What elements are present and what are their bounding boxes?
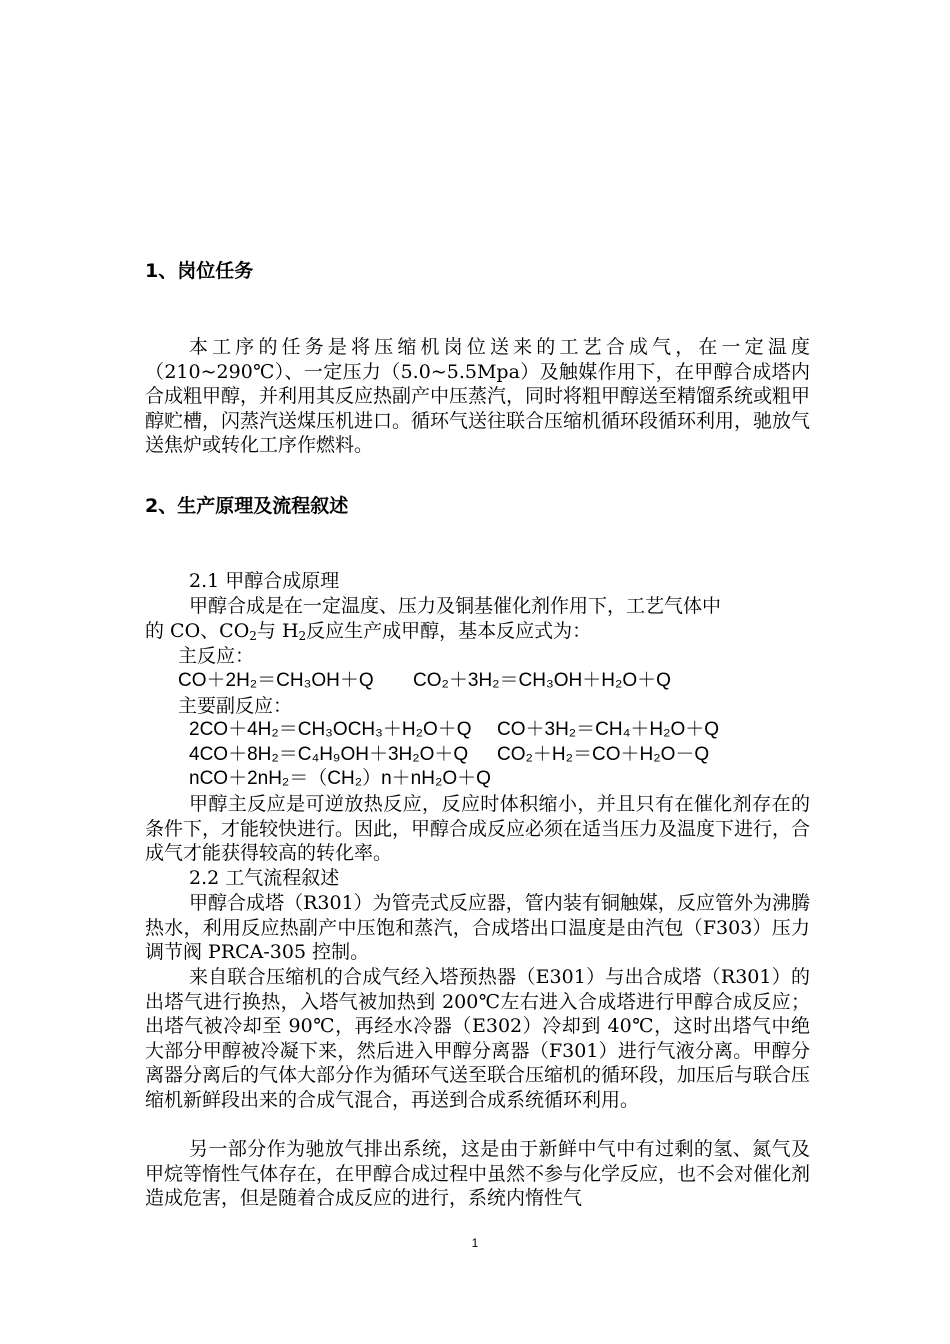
- subsection-2-2-paragraph-1: 甲醇合成塔（R301）为管壳式反应器，管内装有铜触媒，反应管外为沸腾热水，利用反应热副产中压饱和蒸汽，合成塔出口温度是由汽包（F303）压力调节阀 PRCA-305 控制。: [145, 892, 810, 964]
- subsection-2-1-title: 2.1 甲醇合成原理: [189, 570, 340, 592]
- side-reaction-equation-4: CO₂＋H₂＝CO＋H₂O－Q: [497, 744, 710, 765]
- side-reaction-equation-2: CO＋3H₂＝CH₄＋H₂O＋Q: [497, 719, 720, 740]
- page-number: 1: [471, 1236, 479, 1250]
- main-reaction-equation-1: CO＋2H₂＝CH₃OH＋Q: [178, 670, 374, 691]
- subsection-2-2-title: 2.2 工气流程叙述: [189, 867, 340, 889]
- main-reaction-label: 主反应：: [178, 645, 255, 667]
- side-reaction-equation-5: nCO＋2nH₂＝（CH₂）n＋nH₂O＋Q: [189, 768, 491, 789]
- side-reaction-equation-1: 2CO＋4H₂＝CH₃OCH₃＋H₂O＋Q: [189, 719, 472, 740]
- section-2-heading: 2、生产原理及流程叙述: [145, 495, 349, 517]
- side-reaction-label: 主要副反应：: [178, 695, 293, 717]
- subsection-2-2-paragraph-3: 另一部分作为驰放气排出系统，这是由于新鲜中气中有过剩的氢、氮气及甲烷等惰性气体存在，在甲醇合成过程中虽然不参与化学反应，也不会对催化剂造成危害，但是随着合成反应的进行，系统内惰性气: [145, 1138, 811, 1210]
- section-1-paragraph: 本工序的任务是将压缩机岗位送来的工艺合成气，在一定温度（210~290℃）、一定压力（5.0~5.5Mpa）及触媒作用下，在甲醇合成塔内合成粗甲醇，并利用其反应热副产中压蒸汽，同时将粗甲醇送至精馏系统或粗甲醇贮槽，闪蒸汽送煤压机进口。循环气送往联合压缩机循环段循环利用，驰放气送焦炉或转化工序作燃料。: [145, 336, 811, 457]
- subsection-2-1-paragraph-line1: 甲醇合成是在一定温度、压力及铜基催化剂作用下，工艺气体中: [189, 595, 722, 617]
- side-reaction-equation-3: 4CO＋8H₂＝C₄H₉OH＋3H₂O＋Q: [189, 744, 469, 765]
- subsection-2-2-paragraph-2: 来自联合压缩机的合成气经入塔预热器（E301）与出合成塔（R301）的出塔气进行换热，入塔气被加热到 200℃左右进入合成塔进行甲醇合成反应；出塔气被冷却至 90℃，再经水冷器（E302）冷却到 40℃，这时出塔气中绝大部分甲醇被冷凝下来，然后进入甲醇分离器（F301）进行气液分离。甲醇分离器分离后的气体大部分作为循环气送至联合压缩机的循环段，加压后与联合压缩机新鲜段出来的合成气混合，再送到合成系统循环利用。: [145, 966, 811, 1111]
- section-1-heading: 1、岗位任务: [145, 260, 254, 282]
- subsection-2-1-paragraph-line2: 的 CO、$CO_2$与 $H_2$反应生产成甲醇，基本反应式为：: [145, 620, 592, 643]
- main-reaction-equation-2: CO₂＋3H₂＝CH₃OH＋H₂O＋Q: [413, 670, 671, 691]
- subsection-2-1-paragraph-2: 甲醇主反应是可逆放热反应，反应时体积缩小，并且只有在催化剂存在的条件下，才能较快进行。因此，甲醇合成反应必须在适当压力及温度下进行，合成气才能获得较高的转化率。: [145, 793, 811, 865]
